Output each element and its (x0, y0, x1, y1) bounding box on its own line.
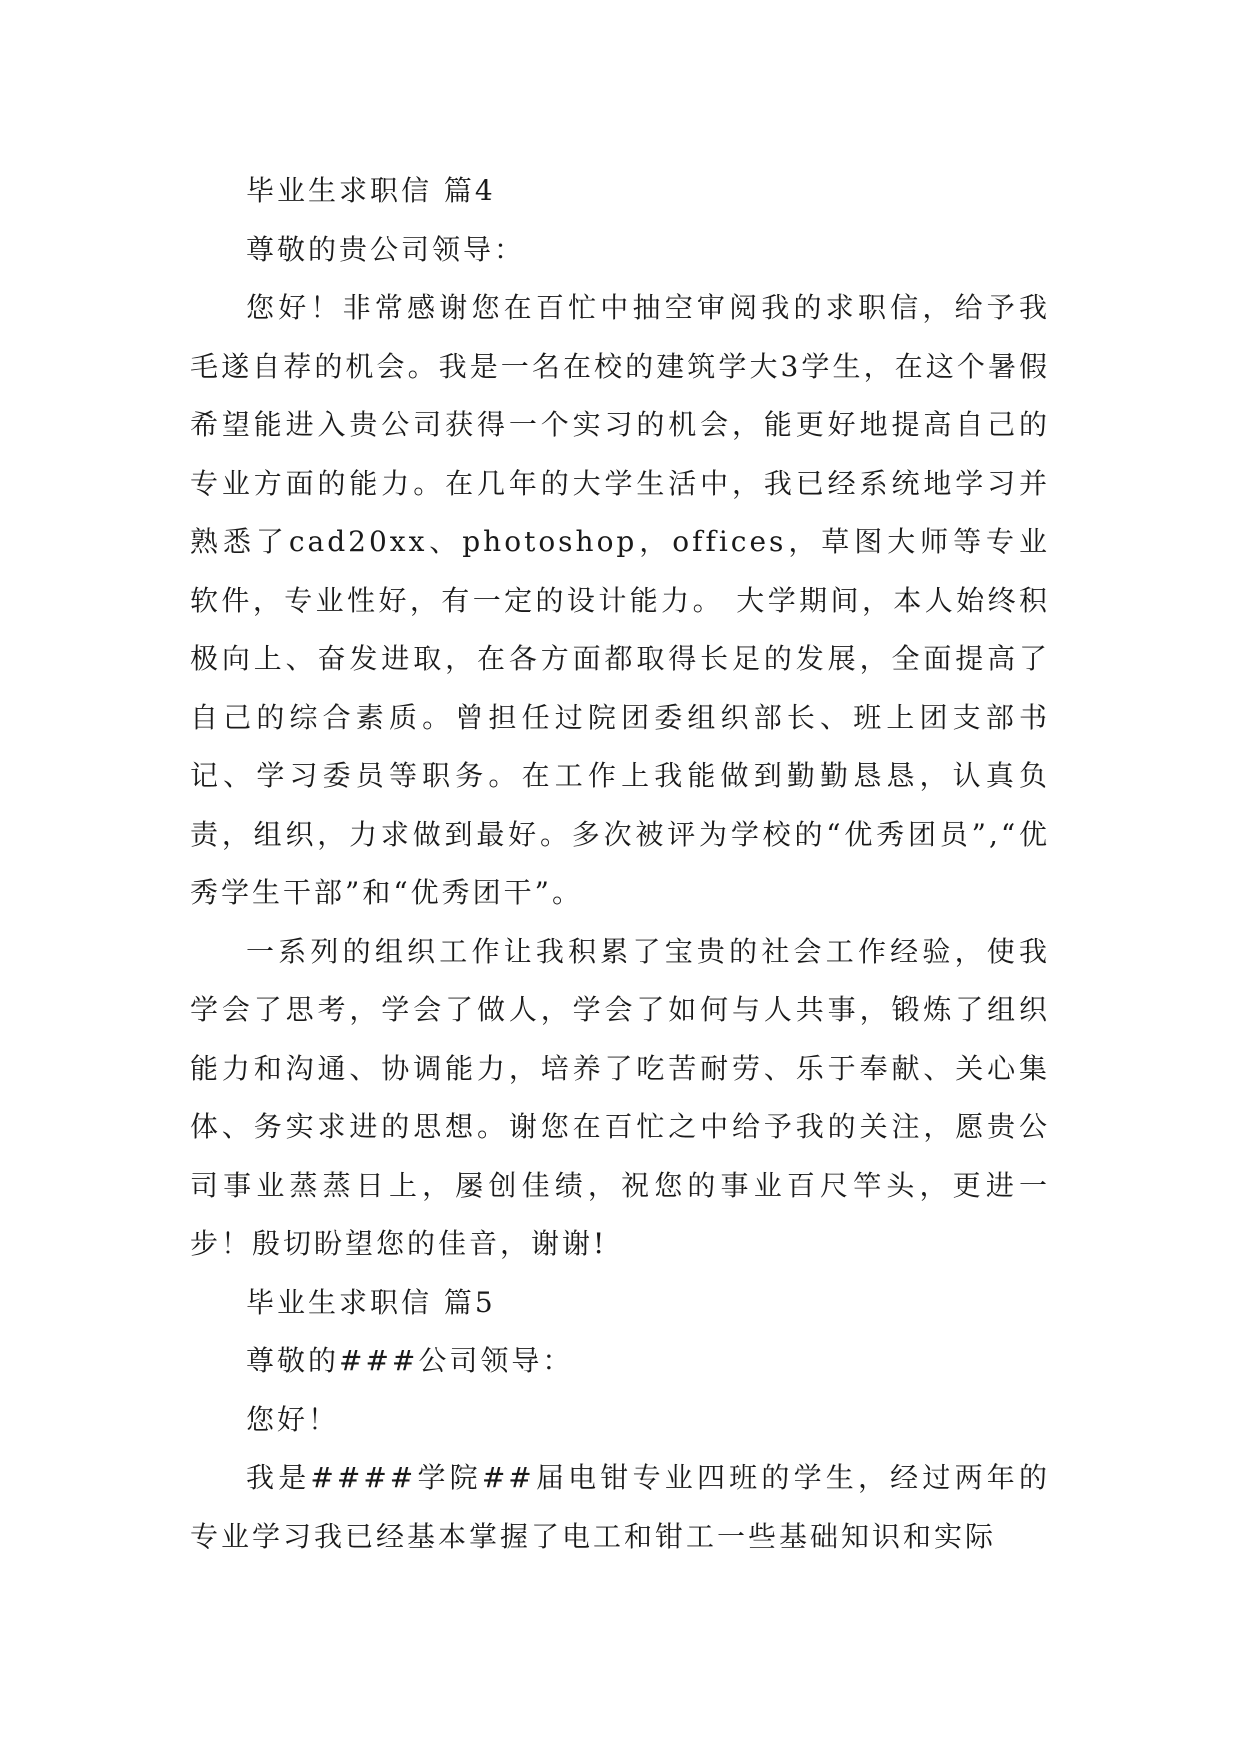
body-paragraph: 一系列的组织工作让我积累了宝贵的社会工作经验，使我学会了思考，学会了做人，学会了如何与人共事，锻炼了组织能力和沟通、协调能力，培养了吃苦耐劳、乐于奉献、关心集体、务实求进的思想。谢您在百忙之中给予我的关注，愿贵公司事业蒸蒸日上，屡创佳绩，祝您的事业百尺竿头，更进一步！殷切盼望您的佳音，谢谢! (190, 934, 1050, 1260)
section-heading: 毕业生求职信 篇4 (246, 174, 496, 207)
section-heading: 毕业生求职信 篇5 (246, 1285, 496, 1319)
body-paragraph: 我是####学院##届电钳专业四班的学生，经过两年的专业学习我已经基本掌握了电工和钳工一些基础知识和实际 (190, 1461, 1050, 1553)
body-paragraph: 您好！非常感谢您在百忙中抽空审阅我的求职信，给予我毛遂自荐的机会。我是一名在校的建筑学大3学生，在这个暑假希望能进入贵公司获得一个实习的机会，能更好地提高自己的专业方面的能力。在几年的大学生活中，我已经系统地学习并熟悉了cad20xx、photoshop，offices，草图大师等专业软件，专业性好，有一定的设计能力。 大学期间，本人始终积极向上、奋发进取，在各方面都取得长足的发展，全面提高了自己的综合素质。曾担任过院团委组织部长、班上团支部书记、学习委员等职务。在工作上我能做到勤勤恳恳，认真负责，组织，力求做到最好。多次被评为学校的“优秀团员”,“优秀学生干部”和“优秀团干”。 (190, 291, 1050, 909)
salutation: 尊敬的贵公司领导： (246, 232, 526, 266)
greeting: 您好！ (246, 1402, 340, 1436)
document-page (190, 162, 1050, 1566)
salutation: 尊敬的###公司领导： (246, 1344, 574, 1377)
